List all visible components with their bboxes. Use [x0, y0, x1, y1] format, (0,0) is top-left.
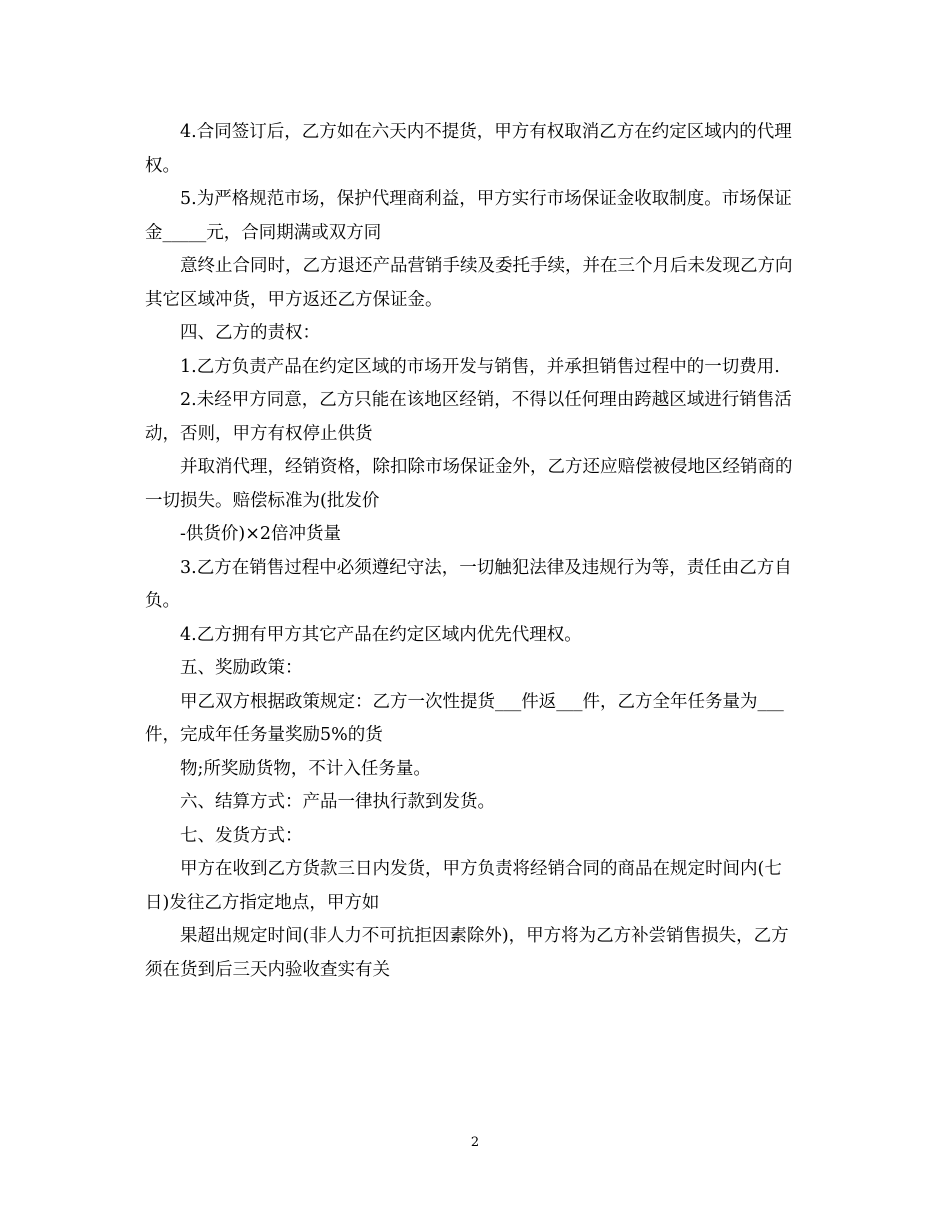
paragraph: -供货价)×2倍冲货量	[180, 524, 342, 544]
paragraph: 4.乙方拥有甲方其它产品在约定区域内优先代理权。	[180, 624, 582, 645]
paragraph: 物;所奖励货物，不计入任务量。	[180, 758, 431, 779]
paragraph: 5.为严格规范市场，保护代理商利益，甲方实行市场保证金收取制度。市场保证金_____元，合同期满或双方同	[145, 189, 792, 243]
paragraph: 1.乙方负责产品在约定区域的市场开发与销售，并承担销售过程中的一切费用.	[180, 356, 780, 377]
paragraph: 六、结算方式：产品一律执行款到发货。	[180, 792, 495, 812]
paragraph: 意终止合同时，乙方退还产品营销手续及委托手续，并在三个月后未发现乙方向其它区域冲货，甲方返还乙方保证金。	[145, 256, 793, 310]
paragraph: 甲方在收到乙方货款三日内发货，甲方负责将经销合同的商品在规定时间内(七日)发往乙方指定地点，甲方如	[145, 859, 782, 913]
document-body	[145, 116, 805, 987]
paragraph: 2.未经甲方同意，乙方只能在该地区经销，不得以任何理由跨越区域进行销售活动，否则，甲方有权停止供货	[145, 390, 792, 444]
paragraph: 4.合同签订后，乙方如在六天内不提货，甲方有权取消乙方在约定区域内的代理权。	[145, 122, 792, 176]
page-number: 2	[470, 1135, 480, 1150]
paragraph: 四、乙方的责权：	[180, 323, 320, 343]
paragraph: 果超出规定时间(非人力不可抗拒因素除外)，甲方将为乙方补尝销售损失，乙方须在货到后三天内验收查实有关	[145, 926, 789, 980]
paragraph: 五、奖励政策：	[180, 658, 303, 678]
paragraph: 3.乙方在销售过程中必须遵纪守法，一切触犯法律及违规行为等，责任由乙方自负。	[145, 557, 792, 611]
paragraph: 并取消代理，经销资格，除扣除市场保证金外，乙方还应赔偿被侵地区经销商的一切损失。赔偿标准为(批发价	[145, 457, 793, 511]
paragraph: 七、发货方式：	[180, 825, 303, 846]
paragraph: 甲乙双方根据政策规定：乙方一次性提货___件返___件，乙方全年任务量为___件，完成年任务量奖励5%的货	[145, 691, 784, 745]
